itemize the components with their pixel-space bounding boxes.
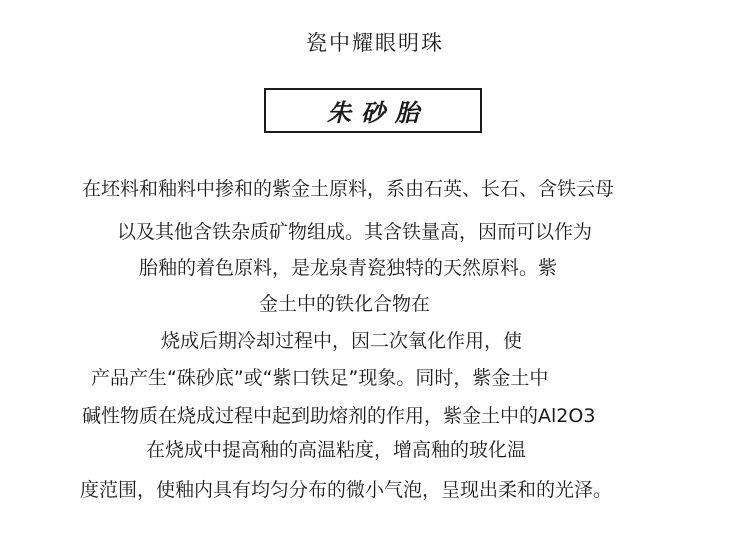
body-line: 碱性物质在烧成过程中起到助熔剂的作用，紫金土中的Al2O3	[82, 405, 596, 427]
body-line: 胎釉的着色原料，是龙泉青瓷独特的天然原料。紫	[139, 257, 558, 279]
section-label: 朱砂胎	[327, 98, 429, 127]
body-line: 度范围，使釉内具有均匀分布的微小气泡，呈现出柔和的光泽。	[80, 479, 613, 501]
body-line: 产品产生“硃砂底”或“紫口铁足”现象。同时，紫金土中	[91, 367, 549, 389]
body-line: 烧成后期冷却过程中，因二次氧化作用，使	[161, 330, 523, 352]
section-label-box	[264, 88, 482, 133]
body-line: 在烧成中提高釉的高温粘度，增高釉的玻化温	[146, 439, 527, 461]
body-line: 在坯料和釉料中掺和的紫金土原料，系由石英、长石、含铁云母	[82, 178, 615, 200]
body-line: 金土中的铁化合物在	[259, 293, 431, 315]
body-line: 以及其他含铁杂质矿物组成。其含铁量高，因而可以作为	[117, 221, 593, 243]
page-title: 瓷中耀眼明珠	[306, 31, 444, 55]
